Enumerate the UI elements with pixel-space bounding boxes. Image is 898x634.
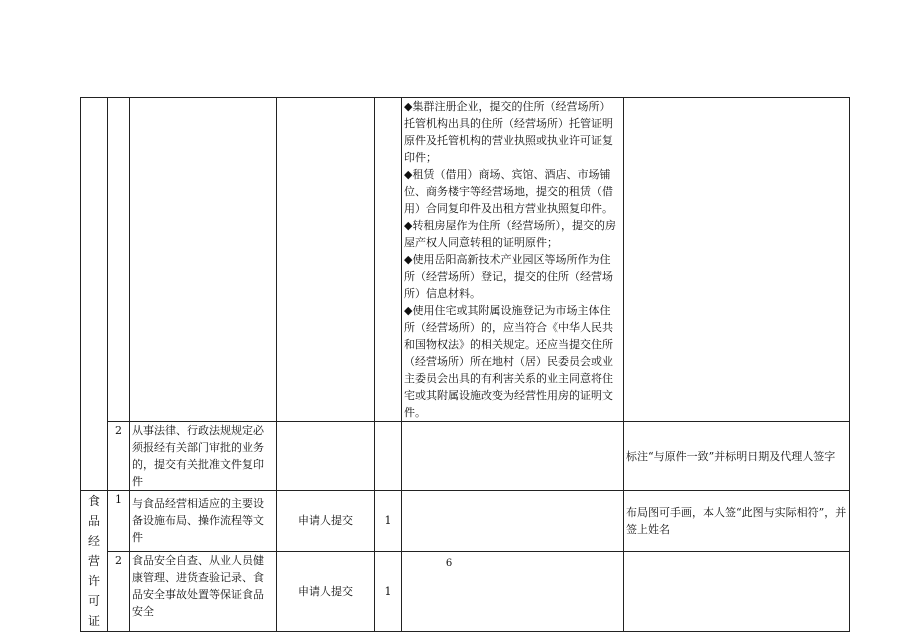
material-text: 从事法律、行政法规规定必须报经有关部门审批的业务的，提交有关批准文件复印件 xyxy=(130,422,277,491)
material-text: 食品安全自查、从业人员健康管理、进货查验记录、食品安全事故处置等保证食品安全 xyxy=(130,551,277,631)
page-number: 6 xyxy=(445,558,453,569)
source-text: 申请人提交 xyxy=(277,551,375,631)
note-text: 标注“与原件一致”并标明日期及代理人签字 xyxy=(624,422,850,491)
material-text: 与食品经营相适应的主要设备设施布局、操作流程等文件 xyxy=(130,491,277,552)
count-cell xyxy=(375,422,402,491)
row-number: 2 xyxy=(108,551,130,631)
row-number: 2 xyxy=(108,422,130,491)
requirements-cell xyxy=(402,98,624,422)
table-row-continued xyxy=(81,98,850,422)
category-label: 食品经营许可证 xyxy=(81,491,108,632)
table-row xyxy=(81,491,850,552)
source-cell xyxy=(277,422,375,491)
category-cell-continued xyxy=(81,98,108,491)
row-number-cell xyxy=(108,98,130,422)
material-cell xyxy=(130,98,277,422)
count-cell xyxy=(375,98,402,422)
requirements-cell xyxy=(402,422,624,491)
source-text: 申请人提交 xyxy=(277,491,375,552)
row-number: 1 xyxy=(108,491,130,552)
count-text: 1 xyxy=(375,491,402,552)
requirement-item: ◆集群注册企业，提交的住所（经营场所）托管机构出具的住所（经营场所）托管证明原件及托管机构的营业执照或执业许可证复印件； xyxy=(404,100,613,164)
materials-table xyxy=(80,97,850,632)
note-cell xyxy=(624,98,850,422)
requirement-item: ◆转租房屋作为住所（经营场所），提交的房屋产权人同意转租的证明原件； xyxy=(404,219,616,249)
count-text: 1 xyxy=(375,551,402,631)
table-row xyxy=(81,422,850,491)
requirement-item: ◆租赁（借用）商场、宾馆、酒店、市场铺位、商务楼宇等经营场地，提交的租赁（借用）合同复印件及出租方营业执照复印件。 xyxy=(404,168,613,215)
note-text: 布局图可手画，本人签“此图与实际相符”，并签上姓名 xyxy=(624,491,850,552)
requirement-item: ◆使用住宅或其附属设施登记为市场主体住所（经营场所）的，应当符合《中华人民共和国物权法》的相关规定。还应当提交住所（经营场所）所在地村（居）民委员会或业主委员会出具的有利害关系的业主同意将住宅或其附属设施改变为经营性用房的证明文件。 xyxy=(404,304,613,419)
source-cell xyxy=(277,98,375,422)
requirement-item: ◆使用岳阳高新技术产业园区等场所作为住所（经营场所）登记，提交的住所（经营场所）信息材料。 xyxy=(404,253,613,300)
requirements-cell xyxy=(402,491,624,552)
